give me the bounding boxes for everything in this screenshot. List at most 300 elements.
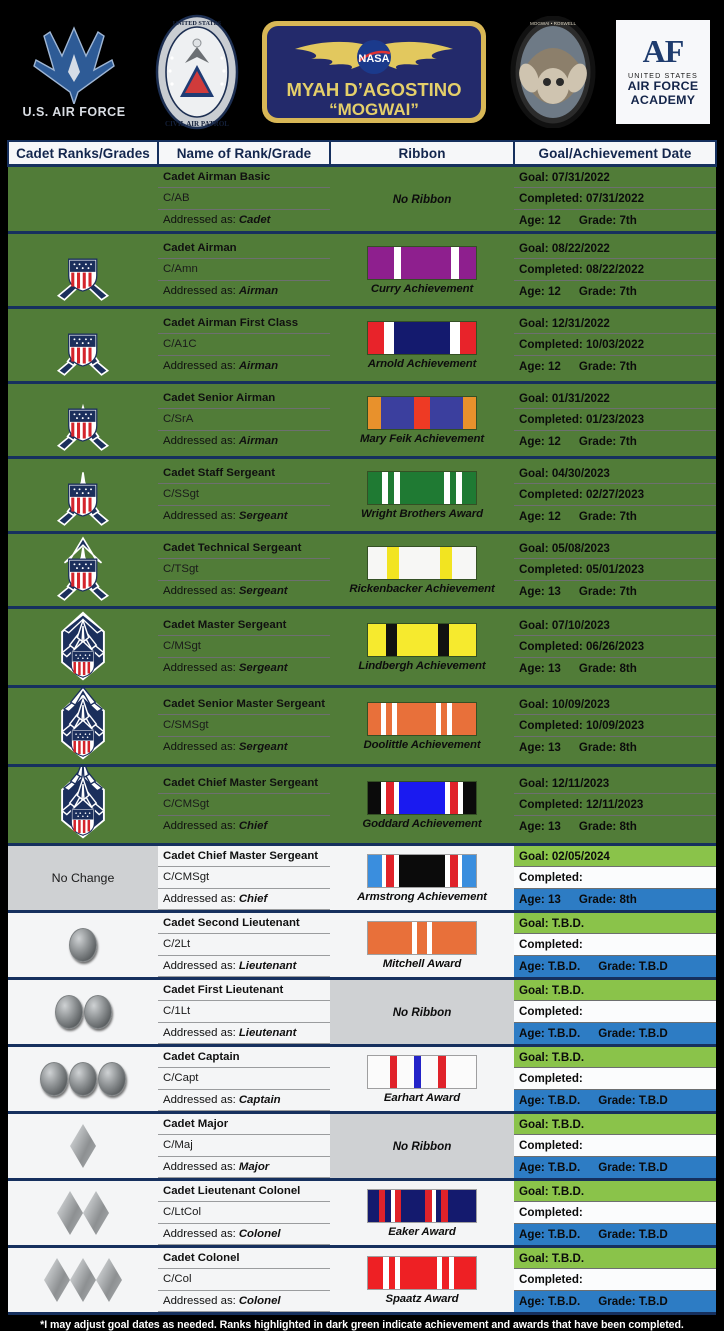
- goal-date-cell: [514, 912, 716, 979]
- ribbon-stripe: [397, 1056, 414, 1088]
- ribbon-stripe: [399, 782, 446, 814]
- ribbon-stripe: [448, 1190, 476, 1222]
- rank-abbr: C/Amn: [158, 259, 330, 280]
- rank-insignia-cell: [8, 458, 158, 533]
- completed-date: Completed:: [514, 1068, 716, 1089]
- patch-name-text: MYAH D’AGOSTINO: [286, 79, 462, 100]
- officer-bar-icon: [40, 1062, 68, 1096]
- ribbon-stripe: [450, 855, 458, 887]
- ribbon-stripe: [463, 397, 476, 429]
- footer-note: *I may adjust goal dates as needed. Ranks highlighted in dark green indicate achievement and awards that have been completed.: [40, 1319, 684, 1331]
- ribbon-stripe: [399, 855, 445, 887]
- table-row: [8, 383, 716, 458]
- ribbon-graphic: [367, 321, 477, 355]
- ribbon-stripe: [438, 1056, 446, 1088]
- ribbon-stripe: [368, 472, 382, 504]
- ribbon-stripe: [462, 855, 476, 887]
- ribbon-stripe: [386, 624, 397, 656]
- rank-insignia-cell: [8, 1046, 158, 1113]
- rank-name-cell: [158, 608, 330, 687]
- completed-date: Completed: 02/27/2023: [514, 484, 716, 505]
- ribbon-label: Mitchell Award: [382, 957, 462, 970]
- ribbon-stripe: [400, 472, 443, 504]
- rank-abbr: C/2Lt: [158, 934, 330, 955]
- rank-insignia-cell: [8, 1180, 158, 1247]
- ribbon-graphic: [367, 396, 477, 430]
- rank-name-cell: [158, 166, 330, 233]
- ribbon-graphic: [367, 1189, 477, 1223]
- ribbon-stripe: [368, 855, 382, 887]
- rank-insignia-cell: [8, 608, 158, 687]
- table-row: [8, 458, 716, 533]
- ribbon-cell: [330, 1247, 514, 1314]
- ribbon-stripe: [417, 922, 426, 954]
- rank-title: Cadet Senior Airman: [158, 388, 330, 409]
- officer-diamond-icon: [96, 1258, 122, 1302]
- table-row: [8, 687, 716, 766]
- table-row: [8, 912, 716, 979]
- rank-abbr: C/SSgt: [158, 484, 330, 505]
- ribbon-stripe: [384, 322, 394, 354]
- no-ribbon-label: No Ribbon: [392, 192, 452, 206]
- goal-date: Goal: T.B.D.: [514, 913, 716, 934]
- goal-date-cell: [514, 1180, 716, 1247]
- completed-date: Completed: 10/03/2022: [514, 334, 716, 355]
- column-header-ribbon: Ribbon: [330, 141, 514, 166]
- ribbon-cell: [330, 308, 514, 383]
- svg-text:CIVIL AIR PATROL: CIVIL AIR PATROL: [164, 120, 229, 128]
- ribbon-cell: [330, 1113, 514, 1180]
- completed-date: Completed: 05/01/2023: [514, 559, 716, 580]
- rank-insignia-cell: [8, 979, 158, 1046]
- rank-name-cell: [158, 383, 330, 458]
- ribbon-cell: [330, 979, 514, 1046]
- rank-insignia-cell: [8, 233, 158, 308]
- ribbon-cell: [330, 458, 514, 533]
- ribbon-label: Lindbergh Achievement: [358, 659, 486, 672]
- ribbon-stripe: [454, 1257, 476, 1289]
- afa-line1: AIR FORCE: [627, 79, 699, 94]
- ribbon-cell: [330, 533, 514, 608]
- goal-date-cell: [514, 166, 716, 233]
- age-grade: Age: T.B.D. Grade: T.B.D: [514, 1224, 716, 1245]
- age-grade: Age: T.B.D. Grade: T.B.D: [514, 956, 716, 977]
- addressed-as: Addressed as: Airman: [163, 435, 279, 448]
- rank-insignia-cell: [8, 166, 158, 233]
- cadet-chevron-insignia: [50, 459, 116, 531]
- ribbon-label: Curry Achievement: [370, 282, 474, 295]
- ribbon-label: Doolittle Achievement: [363, 738, 481, 751]
- ribbon-stripe: [387, 547, 399, 579]
- rank-abbr: C/MSgt: [158, 636, 330, 657]
- rank-abbr: C/Maj: [158, 1135, 330, 1156]
- addressed-as: Addressed as: Airman: [163, 360, 279, 373]
- completed-date: Completed: 12/11/2023: [514, 794, 716, 815]
- ribbon-stripe: [368, 247, 394, 279]
- table-row: [8, 1247, 716, 1314]
- patch-callsign-text: “MOGWAI”: [329, 100, 419, 119]
- ribbon-stripe: [432, 922, 476, 954]
- officer-bars-insignia: [40, 1062, 126, 1096]
- patch-agency-label: NASA: [358, 53, 390, 65]
- rank-abbr: C/SrA: [158, 409, 330, 430]
- addressed-as: Addressed as: Airman: [163, 285, 279, 298]
- rank-abbr: C/LtCol: [158, 1202, 330, 1223]
- age-grade: Age: T.B.D. Grade: T.B.D: [514, 1023, 716, 1044]
- age-grade: Age: 13 Grade: 8th: [514, 889, 716, 910]
- goal-date-cell: [514, 687, 716, 766]
- rank-name-cell: [158, 1180, 330, 1247]
- goal-date-cell: [514, 533, 716, 608]
- ribbon-cell: [330, 845, 514, 912]
- table-row: [8, 766, 716, 845]
- ribbon-label: Eaker Award: [388, 1225, 456, 1238]
- goal-date-cell: [514, 383, 716, 458]
- age-grade: Age: T.B.D. Grade: T.B.D: [514, 1090, 716, 1111]
- addressed-as: Addressed as: Sergeant: [163, 510, 288, 523]
- svg-text:MOGWAI • ROSWELL: MOGWAI • ROSWELL: [529, 21, 576, 26]
- age-grade: Age: 13 Grade: 8th: [519, 661, 637, 675]
- ribbon-stripe: [397, 624, 438, 656]
- rank-abbr: C/TSgt: [158, 559, 330, 580]
- goal-date-cell: [514, 979, 716, 1046]
- rank-insignia-cell: [8, 383, 158, 458]
- rank-progression-table: [7, 140, 717, 1315]
- rank-title: Cadet Colonel: [158, 1248, 330, 1269]
- table-row: [8, 166, 716, 233]
- goal-date-cell: [514, 766, 716, 845]
- addressed-as: Addressed as: Sergeant: [163, 741, 288, 754]
- rank-abbr: C/SMSgt: [158, 715, 330, 736]
- ribbon-stripe: [368, 922, 412, 954]
- ribbon-stripe: [414, 397, 429, 429]
- ribbon-stripe: [449, 624, 476, 656]
- completed-date: Completed: 07/31/2022: [514, 188, 716, 209]
- rank-insignia-cell: [8, 533, 158, 608]
- goal-date: Goal: 10/09/2023: [514, 694, 716, 715]
- ribbon-stripe: [401, 247, 451, 279]
- no-ribbon-label: No Ribbon: [392, 1005, 452, 1019]
- officer-bar-icon: [69, 1062, 97, 1096]
- civil-air-patrol-seal: [154, 13, 240, 131]
- ribbon-stripe: [368, 547, 387, 579]
- cadet-nco-insignia: [53, 688, 113, 764]
- ribbon-graphic: [367, 471, 477, 505]
- rank-title: Cadet Second Lieutenant: [158, 913, 330, 934]
- completed-date: Completed:: [514, 1001, 716, 1022]
- ribbon-stripe: [368, 624, 386, 656]
- officer-diamonds-insignia: [57, 1191, 109, 1235]
- addressed-as: Addressed as: Colonel: [158, 1224, 330, 1245]
- rank-title: Cadet Technical Sergeant: [158, 538, 330, 559]
- ribbon-stripe: [368, 1056, 390, 1088]
- goal-date: Goal: 01/31/2022: [514, 388, 716, 409]
- goal-date: Goal: T.B.D.: [514, 980, 716, 1001]
- ribbon-stripe: [386, 782, 394, 814]
- ribbon-stripe: [368, 703, 381, 735]
- ribbon-label: Wright Brothers Award: [361, 507, 483, 520]
- ribbon-stripe: [452, 703, 476, 735]
- rank-title: Cadet Airman First Class: [158, 313, 330, 334]
- age-grade: Age: 12 Grade: 7th: [519, 284, 637, 298]
- ribbon-stripe: [390, 1056, 398, 1088]
- ribbon-stripe: [450, 322, 460, 354]
- usaf-wings-icon: [28, 26, 120, 104]
- completed-date: Completed:: [514, 1269, 716, 1290]
- ribbon-label: Goddard Achievement: [362, 817, 482, 830]
- ribbon-stripe: [368, 782, 381, 814]
- svg-text:UNITED STATES: UNITED STATES: [172, 20, 221, 27]
- us-air-force-logo: [14, 12, 134, 132]
- name-patch: [259, 17, 489, 127]
- rank-name-cell: [158, 912, 330, 979]
- table-row: [8, 1113, 716, 1180]
- rank-title: Cadet Airman Basic: [158, 167, 330, 188]
- rank-name-cell: [158, 1046, 330, 1113]
- afa-line0: UNITED STATES: [628, 71, 698, 81]
- rank-title: Cadet Major: [158, 1114, 330, 1135]
- ribbon-stripe: [451, 247, 459, 279]
- ribbon-graphic: [367, 1055, 477, 1089]
- age-grade: Age: 12 Grade: 7th: [519, 434, 637, 448]
- ribbon-stripe: [386, 855, 394, 887]
- ribbon-cell: [330, 233, 514, 308]
- rank-title: Cadet Staff Sergeant: [158, 463, 330, 484]
- rank-abbr: C/CMSgt: [158, 794, 330, 815]
- addressed-as: Addressed as: Lieutenant: [158, 956, 330, 977]
- rank-title: Cadet Master Sergeant: [158, 615, 330, 636]
- ribbon-stripe: [394, 247, 402, 279]
- rank-name-cell: [158, 1113, 330, 1180]
- ribbon-stripe: [381, 397, 414, 429]
- mogwai-patch-logo: [509, 16, 597, 128]
- table-body: [8, 166, 716, 1314]
- rank-abbr: C/1Lt: [158, 1001, 330, 1022]
- ribbon-stripe: [462, 472, 476, 504]
- age-grade: Age: T.B.D. Grade: T.B.D: [514, 1291, 716, 1312]
- rank-name-cell: [158, 1247, 330, 1314]
- goal-date: Goal: T.B.D.: [514, 1248, 716, 1269]
- ribbon-graphic: [367, 1256, 477, 1290]
- ribbon-graphic: [367, 702, 477, 736]
- air-force-academy-logo: [616, 20, 710, 124]
- rank-title: Cadet Chief Master Sergeant: [158, 773, 330, 794]
- ribbon-stripe: [399, 547, 440, 579]
- goal-date-cell: [514, 1046, 716, 1113]
- age-grade: Age: 13 Grade: 8th: [519, 740, 637, 754]
- goal-date: Goal: 05/08/2023: [514, 538, 716, 559]
- goal-date: Goal: 04/30/2023: [514, 463, 716, 484]
- rank-insignia-cell: [8, 687, 158, 766]
- cadet-chevron-insignia: [50, 534, 116, 606]
- ribbon-graphic: [367, 623, 477, 657]
- no-change-label: No Change: [51, 871, 115, 885]
- age-grade: Age: 13 Grade: 7th: [519, 584, 637, 598]
- rank-name-cell: [158, 687, 330, 766]
- addressed-as: Addressed as: Cadet: [163, 214, 271, 227]
- ribbon-cell: [330, 1180, 514, 1247]
- rank-abbr: C/Col: [158, 1269, 330, 1290]
- goal-date-cell: [514, 845, 716, 912]
- completed-date: Completed:: [514, 1202, 716, 1223]
- ribbon-cell: [330, 166, 514, 233]
- rank-title: Cadet Chief Master Sergeant: [158, 846, 330, 867]
- ribbon-stripe: [421, 1056, 438, 1088]
- rank-name-cell: [158, 308, 330, 383]
- goal-date: Goal: 08/22/2022: [514, 238, 716, 259]
- goal-date: Goal: 12/11/2023: [514, 773, 716, 794]
- goal-date: Goal: 02/05/2024: [514, 846, 716, 867]
- ribbon-stripe: [438, 624, 449, 656]
- ribbon-label: Spaatz Award: [385, 1292, 459, 1305]
- goal-date-cell: [514, 1113, 716, 1180]
- ribbon-cell: [330, 1046, 514, 1113]
- rank-title: Cadet Airman: [158, 238, 330, 259]
- ribbon-stripe: [397, 703, 436, 735]
- addressed-as: Addressed as: Sergeant: [163, 585, 288, 598]
- ribbon-label: Armstrong Achievement: [357, 890, 487, 903]
- addressed-as: Addressed as: Lieutenant: [158, 1023, 330, 1044]
- completed-date: Completed: 08/22/2022: [514, 259, 716, 280]
- table-row: [8, 608, 716, 687]
- ribbon-cell: [330, 608, 514, 687]
- header-logo-bar: [0, 0, 724, 140]
- table-header-row: [8, 141, 716, 166]
- officer-bar-icon: [69, 928, 97, 962]
- ribbon-stripe: [446, 1056, 476, 1088]
- ribbon-graphic: [367, 921, 477, 955]
- goal-date: Goal: T.B.D.: [514, 1047, 716, 1068]
- table-row: [8, 979, 716, 1046]
- officer-bars-insignia: [69, 928, 97, 962]
- ribbon-label: Arnold Achievement: [367, 357, 477, 370]
- afa-monogram: AF: [642, 32, 684, 69]
- rank-title: Cadet Lieutenant Colonel: [158, 1181, 330, 1202]
- ribbon-cell: [330, 912, 514, 979]
- rank-name-cell: [158, 979, 330, 1046]
- rank-insignia-cell: [8, 308, 158, 383]
- column-header-date: Goal/Achievement Date: [514, 141, 716, 166]
- column-header-name: Name of Rank/Grade: [158, 141, 330, 166]
- column-header-ranks: Cadet Ranks/Grades: [8, 141, 158, 166]
- rank-insignia-cell: [8, 1113, 158, 1180]
- addressed-as: Addressed as: Colonel: [158, 1291, 330, 1312]
- completed-date: Completed:: [514, 867, 716, 888]
- age-grade: Age: T.B.D. Grade: T.B.D: [514, 1157, 716, 1178]
- goal-date: Goal: 12/31/2022: [514, 313, 716, 334]
- cadet-chevron-insignia: [50, 234, 116, 306]
- goal-date: Goal: 07/10/2023: [514, 615, 716, 636]
- ribbon-cell: [330, 766, 514, 845]
- rank-title: Cadet Captain: [158, 1047, 330, 1068]
- cadet-chevron-insignia: [50, 384, 116, 456]
- officer-diamonds-insignia: [44, 1258, 122, 1302]
- age-grade: Age: 12 Grade: 7th: [519, 213, 637, 227]
- officer-diamond-icon: [57, 1191, 83, 1235]
- goal-date: Goal: T.B.D.: [514, 1181, 716, 1202]
- ribbon-stripe: [450, 782, 458, 814]
- ribbon-label: Rickenbacker Achievement: [349, 582, 495, 595]
- ribbon-cell: [330, 383, 514, 458]
- ribbon-label: Mary Feik Achievement: [359, 432, 485, 445]
- officer-diamonds-insignia: [70, 1124, 96, 1168]
- ribbon-stripe: [430, 397, 463, 429]
- cadet-nco-insignia: [53, 609, 113, 685]
- rank-insignia-cell: [8, 766, 158, 845]
- table-row: [8, 308, 716, 383]
- rank-title: Cadet First Lieutenant: [158, 980, 330, 1001]
- rank-name-cell: [158, 766, 330, 845]
- ribbon-stripe: [440, 547, 452, 579]
- age-grade: Age: 13 Grade: 8th: [519, 819, 637, 833]
- ribbon-stripe: [368, 397, 381, 429]
- rank-abbr: C/Capt: [158, 1068, 330, 1089]
- ribbon-stripe: [368, 1190, 379, 1222]
- addressed-as: Addressed as: Chief: [158, 889, 330, 910]
- addressed-as: Addressed as: Sergeant: [163, 662, 288, 675]
- rank-insignia-cell: [8, 1247, 158, 1314]
- ribbon-label: Earhart Award: [383, 1091, 461, 1104]
- ribbon-stripe: [400, 1257, 437, 1289]
- rank-insignia-cell: [8, 845, 158, 912]
- rank-name-cell: [158, 233, 330, 308]
- addressed-as: Addressed as: Major: [158, 1157, 330, 1178]
- officer-diamond-icon: [44, 1258, 70, 1302]
- rank-name-cell: [158, 845, 330, 912]
- table-row: [8, 533, 716, 608]
- cadet-chevron-insignia: [50, 309, 116, 381]
- afa-line2: ACADEMY: [630, 93, 696, 108]
- rank-abbr: C/CMSgt: [158, 867, 330, 888]
- ribbon-graphic: [367, 781, 477, 815]
- ribbon-graphic: [367, 546, 477, 580]
- goal-date-cell: [514, 608, 716, 687]
- goal-date-cell: [514, 308, 716, 383]
- age-grade: Age: 12 Grade: 7th: [519, 509, 637, 523]
- rank-insignia-cell: [8, 912, 158, 979]
- completed-date: Completed: 06/26/2023: [514, 636, 716, 657]
- completed-date: Completed: 01/23/2023: [514, 409, 716, 430]
- ribbon-stripe: [368, 1257, 383, 1289]
- completed-date: Completed:: [514, 1135, 716, 1156]
- addressed-as: Addressed as: Captain: [158, 1090, 330, 1111]
- rank-name-cell: [158, 533, 330, 608]
- officer-diamond-icon: [83, 1191, 109, 1235]
- table-row: [8, 1180, 716, 1247]
- ribbon-cell: [330, 687, 514, 766]
- completed-date: Completed:: [514, 934, 716, 955]
- rank-title: Cadet Senior Master Sergeant: [158, 694, 330, 715]
- completed-date: Completed: 10/09/2023: [514, 715, 716, 736]
- ribbon-stripe: [463, 782, 476, 814]
- ribbon-graphic: [367, 246, 477, 280]
- usaf-logo-label: U.S. AIR FORCE: [22, 104, 126, 119]
- table-row: [8, 233, 716, 308]
- age-grade: Age: 12 Grade: 7th: [519, 359, 637, 373]
- ribbon-stripe: [401, 1190, 425, 1222]
- officer-bar-icon: [98, 1062, 126, 1096]
- no-ribbon-label: No Ribbon: [392, 1139, 452, 1153]
- officer-diamond-icon: [70, 1124, 96, 1168]
- ribbon-graphic: [367, 854, 477, 888]
- goal-date: Goal: 07/31/2022: [514, 167, 716, 188]
- officer-diamond-icon: [70, 1258, 96, 1302]
- rank-abbr: C/A1C: [158, 334, 330, 355]
- goal-date: Goal: T.B.D.: [514, 1114, 716, 1135]
- ribbon-stripe: [394, 322, 450, 354]
- ribbon-stripe: [368, 322, 384, 354]
- addressed-as: Addressed as: Chief: [163, 820, 268, 833]
